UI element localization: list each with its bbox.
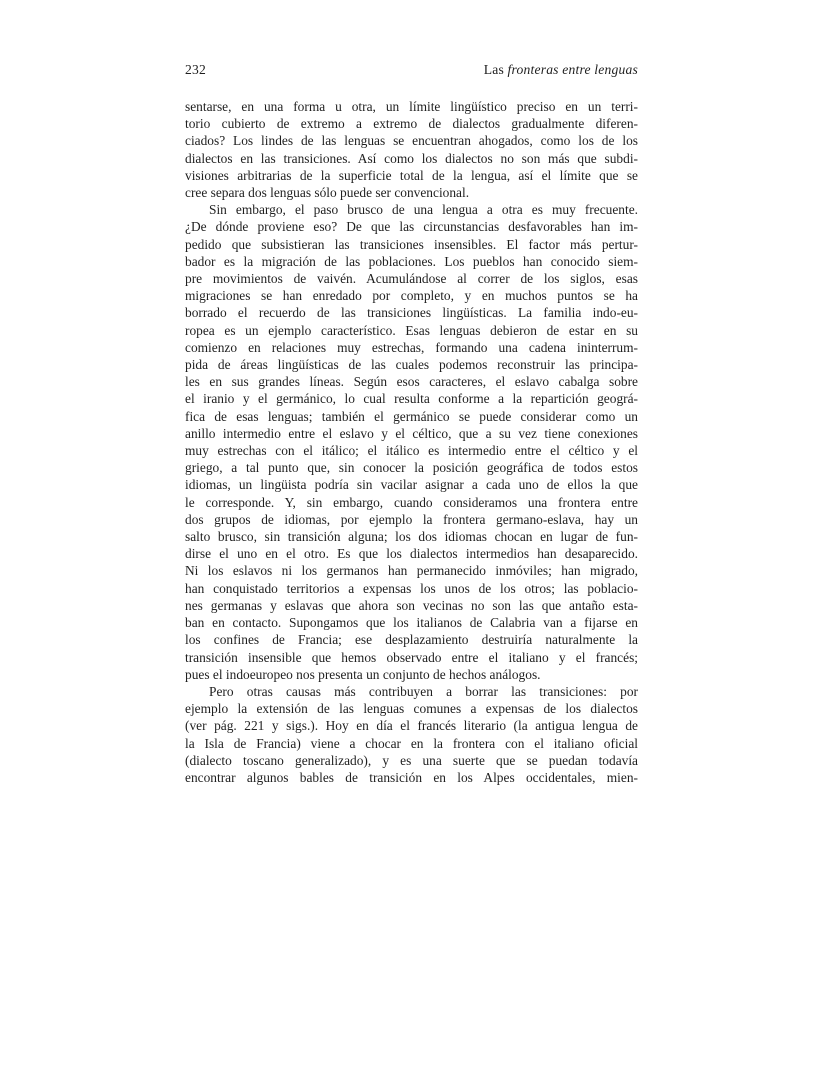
text-line: (dialecto toscano generalizado), y es una suerte que se puedan todavía: [185, 752, 638, 768]
text-line: muy estrechas con el itálico; el itálico es intermedio entre el céltico y el: [185, 443, 638, 459]
text-line: dialectos en las transiciones. Así como los dialectos no son más que subdi-: [185, 150, 638, 166]
text-line: les en sus grandes líneas. Según esos caracteres, el eslavo cabalga sobre: [185, 374, 638, 390]
page-number: 232: [185, 62, 206, 77]
text-line: cree separa dos lenguas sólo puede ser convencional.: [185, 185, 470, 201]
text-line: sentarse, en una forma u otra, un límite lingüístico preciso en un terri-: [185, 99, 638, 114]
text-line: ejemplo la extensión de las lenguas comunes a expensas de los dialectos: [185, 701, 638, 717]
text-line: comienzo en relaciones muy estrechas, formando una cadena ininterrum-: [185, 339, 638, 355]
text-line: pues el indoeuropeo nos presenta un conjunto de hechos análogos.: [185, 666, 541, 682]
text-line: (ver pág. 221 y sigs.). Hoy en día el francés literario (la antigua lengua de: [185, 718, 638, 734]
text-line: griego, a tal punto que, sin conocer la posición geográfica de todos estos: [185, 460, 638, 476]
text-line: dos grupos de idiomas, por ejemplo la frontera germano-eslava, hay un: [185, 511, 638, 527]
text-line: borrado el recuerdo de las transiciones lingüísticas. La familia indo-eu-: [185, 305, 638, 321]
text-line: idiomas, un lingüista podría sin vacilar asignar a cada uno de ellos la que: [185, 477, 638, 493]
text-line: visiones arbitrarias de la superficie total de la lengua, así el límite que se: [185, 167, 638, 183]
text-line: ¿De dónde proviene eso? De que las circunstancias desfavorables han im-: [185, 219, 638, 235]
running-head: [185, 61, 638, 78]
text-line: pre movimientos de vaivén. Acumulándose al correr de los siglos, esas: [185, 271, 638, 287]
text-line: salto brusco, sin transición alguna; los dos idiomas chocan en lugar de fun-: [185, 529, 638, 545]
text-line: los confines de Francia; ese desplazamiento destruiría naturalmente la: [185, 632, 638, 648]
text-line: ciados? Los lindes de las lenguas se encuentran ahogados, como los de los: [185, 133, 638, 149]
body-text: [185, 98, 638, 786]
text-block: [185, 0, 638, 786]
text-line: ropea es un ejemplo característico. Esas lenguas debieron de estar en su: [185, 322, 638, 338]
text-line: la Isla de Francia) viene a chocar en la frontera con el italiano oficial: [185, 735, 638, 751]
text-line: le corresponde. Y, sin embargo, cuando consideramos una frontera entre: [185, 494, 638, 510]
text-line: fica de esas lenguas; también el germánico se puede considerar como un: [185, 408, 638, 424]
text-line: dirse el uno en el otro. Es que los dialectos intermedios han desaparecido.: [185, 546, 638, 562]
text-line: torio cubierto de extremo a extremo de dialectos gradualmente diferen-: [185, 116, 638, 132]
running-title-prefix: Las: [483, 62, 508, 77]
text-line: migraciones se han enredado por completo, y en muchos puntos se ha: [185, 288, 638, 304]
text-line: ban en contacto. Supongamos que los italianos de Calabria van a fijarse en: [185, 615, 638, 631]
text-line: anillo intermedio entre el eslavo y el céltico, que a su vez tiene conexiones: [185, 425, 638, 441]
text-line: nes germanas y eslavas que ahora son vecinas no son las que antaño esta-: [185, 597, 638, 613]
text-line: el iranio y el germánico, lo cual resulta conforme a la repartición geográ-: [185, 391, 638, 407]
text-line: pida de áreas lingüísticas de las cuales podemos reconstruir las principa-: [185, 357, 638, 373]
running-title-italic: fronteras entre lenguas: [507, 62, 638, 77]
text-line: bador es la migración de las poblaciones. Los pueblos han conocido siem-: [185, 253, 638, 269]
text-line: Pero otras causas más contribuyen a borrar las transiciones: por: [209, 683, 638, 699]
text-line: han conquistado territorios a expensas los unos de los otros; las poblacio-: [185, 580, 638, 596]
text-line: pedido que subsistieran las transiciones insensibles. El factor más pertur-: [185, 236, 638, 252]
running-title: [484, 61, 638, 78]
text-line: transición insensible que hemos observado entre el italiano y el francés;: [185, 649, 638, 665]
text-line: encontrar algunos bables de transición en los Alpes occidentales, mien-: [185, 769, 638, 785]
text-line: Sin embargo, el paso brusco de una lengua a otra es muy frecuente.: [209, 202, 638, 218]
text-line: Ni los eslavos ni los germanos han permanecido inmóviles; han migrado,: [185, 563, 638, 579]
